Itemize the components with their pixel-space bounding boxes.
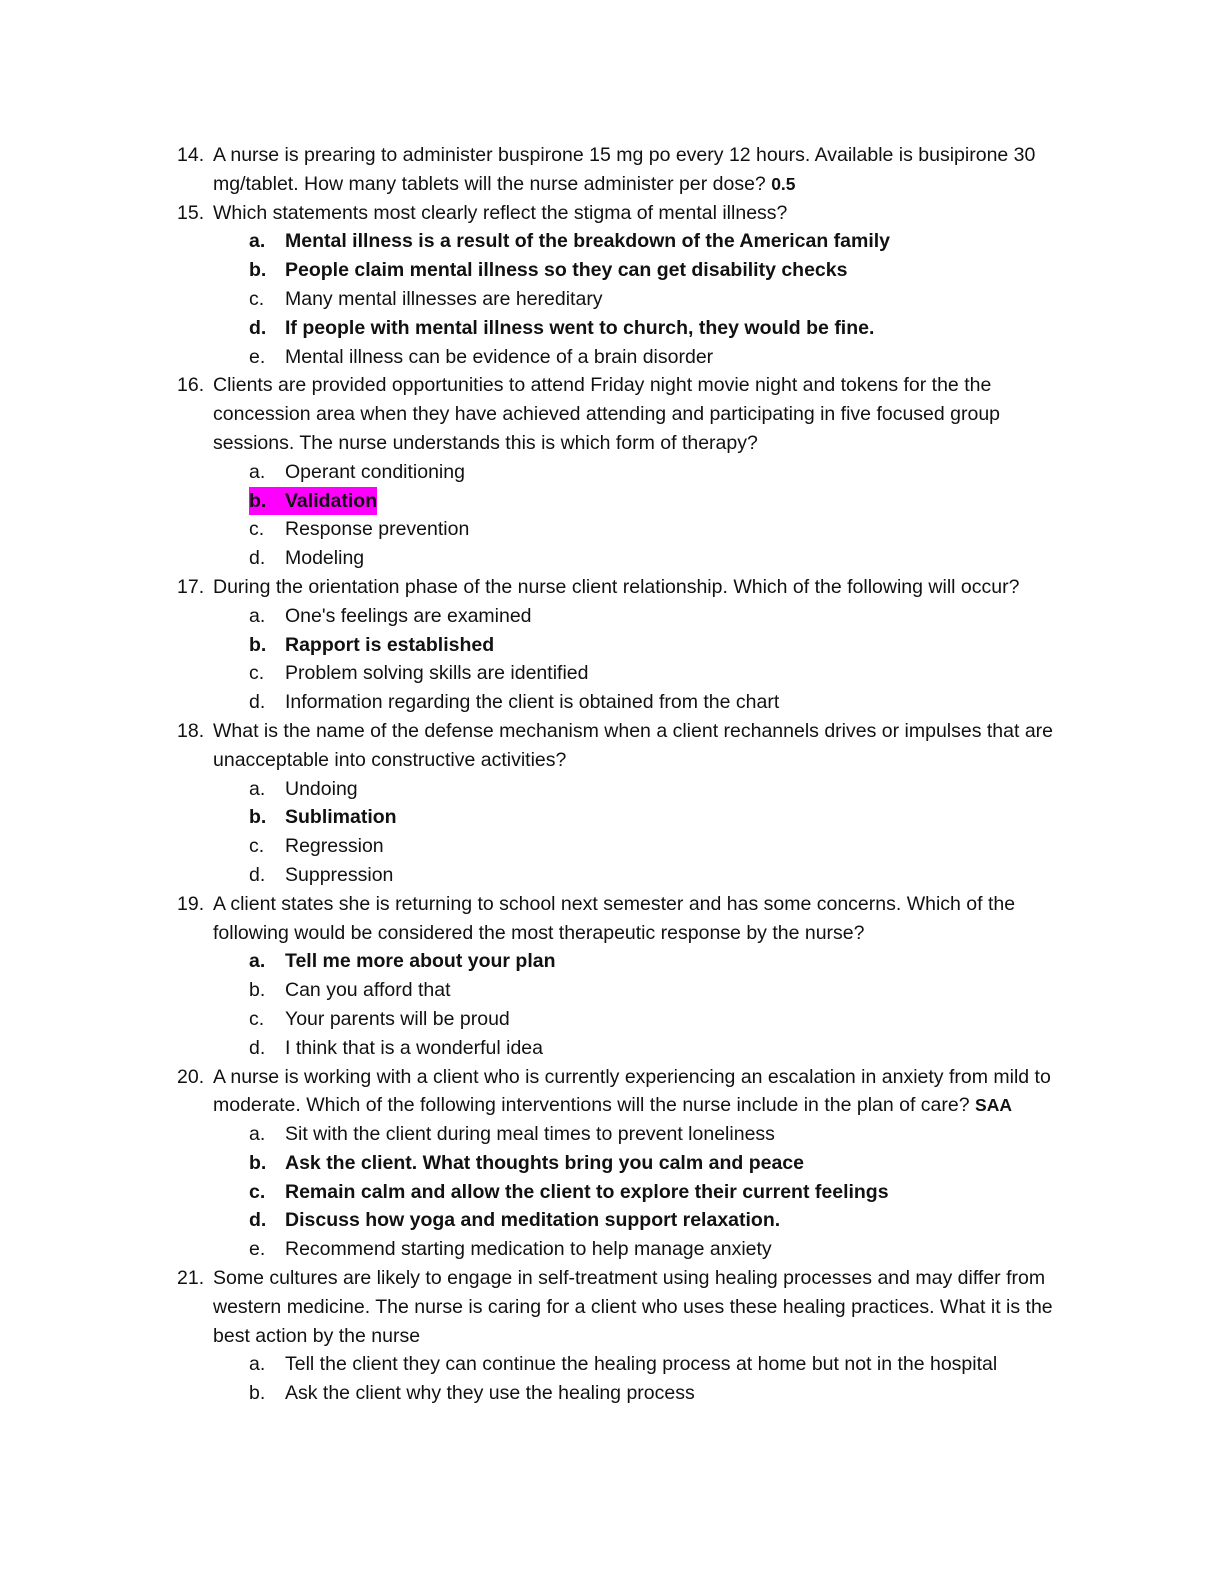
option-text: Can you afford that (285, 979, 451, 1002)
question-text: A nurse is working with a client who is currently experiencing an escalation in anxiety from mild to moderate. Which of the following interventions will the nurse include in the plan of care? (213, 1065, 1051, 1117)
option-text: Regression (285, 835, 384, 858)
answer-option (177, 1034, 1077, 1063)
question-number: 18. (177, 719, 205, 742)
question-number: 15. (177, 201, 205, 224)
answer-option (177, 285, 1077, 314)
option-text: Tell the client they can continue the healing process at home but not in the hospital (285, 1353, 998, 1376)
option-text: Tell me more about your plan (285, 950, 556, 973)
option-letter: a. (249, 777, 266, 800)
answer-option (177, 1149, 1077, 1178)
option-letter: b. (249, 979, 266, 1002)
option-text: Recommend starting medication to help manage anxiety (285, 1238, 772, 1261)
highlighted-option (249, 487, 377, 516)
option-letter: c. (249, 518, 265, 541)
question-number: 14. (177, 144, 205, 166)
option-text: Operant conditioning (285, 460, 465, 483)
question-item (177, 199, 1077, 228)
answer-option (177, 1379, 1077, 1408)
option-text: Sublimation (285, 806, 397, 829)
option-letter: b. (249, 806, 267, 829)
answer-option (177, 227, 1077, 256)
option-letter: a. (249, 604, 266, 627)
option-letter: c. (249, 835, 265, 858)
answer-option (177, 832, 1077, 861)
answer-option (177, 458, 1077, 487)
option-letter: d. (249, 316, 267, 339)
answer-option (177, 659, 1077, 688)
answer-option (177, 1235, 1077, 1264)
answer-option (177, 602, 1077, 631)
option-text: Response prevention (285, 518, 470, 541)
option-text: Mental illness can be evidence of a brain disorder (285, 345, 714, 368)
answer-option (177, 1005, 1077, 1034)
option-letter: c. (249, 662, 265, 685)
option-letter: a. (249, 230, 266, 253)
option-text: Undoing (285, 777, 358, 800)
answer-option (177, 544, 1077, 573)
option-letter: a. (249, 460, 266, 483)
option-text: Suppression (285, 863, 394, 886)
option-letter: b. (249, 489, 267, 512)
answer-option (177, 1206, 1077, 1235)
option-letter: a. (249, 1123, 266, 1146)
option-text: Sit with the client during meal times to prevent loneliness (285, 1123, 775, 1146)
option-text: I think that is a wonderful idea (285, 1036, 543, 1059)
answer-option (177, 803, 1077, 832)
option-text: Validation (285, 489, 378, 512)
option-letter: d. (249, 691, 266, 714)
option-text: Problem solving skills are identified (285, 662, 589, 685)
question-list (177, 141, 1077, 1408)
option-text: Ask the client why they use the healing process (285, 1382, 695, 1405)
answer-note: SAA (975, 1095, 1012, 1116)
question-number: 21. (177, 1267, 205, 1290)
option-letter: d. (249, 1209, 267, 1232)
question-item (177, 890, 1077, 948)
question-text: Some cultures are likely to engage in self-treatment using healing processes and may differ from western medicine. The nurse is caring for a client who uses these healing practices. What it is the best action by the nurse (213, 1267, 1053, 1347)
answer-option (177, 861, 1077, 890)
option-letter: a. (249, 950, 266, 973)
option-letter: a. (249, 1353, 266, 1376)
option-letter: c. (249, 1007, 265, 1030)
answer-option (177, 976, 1077, 1005)
option-letter: b. (249, 1151, 267, 1174)
answer-option (177, 1350, 1077, 1379)
answer-option (177, 631, 1077, 660)
answer-option (177, 487, 1077, 516)
answer-option (177, 688, 1077, 717)
question-item (177, 371, 1077, 457)
question-item (177, 1063, 1077, 1121)
option-text: Mental illness is a result of the breakdown of the American family (285, 230, 891, 253)
question-item (177, 573, 1077, 602)
option-text: If people with mental illness went to church, they would be fine. (285, 316, 875, 339)
option-text: One's feelings are examined (285, 604, 532, 627)
question-item (177, 717, 1077, 775)
option-text: People claim mental illness so they can get disability checks (285, 259, 848, 282)
question-number: 17. (177, 575, 205, 598)
option-letter: c. (249, 1180, 266, 1203)
question-text: A nurse is prearing to administer buspirone 15 mg po every 12 hours. Available is busipirone 30 mg/tablet. How many tablets will the nurse administer per dose? (213, 144, 1036, 195)
option-text: Many mental illnesses are hereditary (285, 287, 603, 310)
option-text: Ask the client. What thoughts bring you calm and peace (285, 1151, 804, 1174)
option-letter: d. (249, 863, 266, 886)
option-text: Remain calm and allow the client to explore their current feelings (285, 1180, 889, 1203)
question-text: A client states she is returning to school next semester and has some concerns. Which of the following would be considered the most therapeutic response by the nurse? (213, 892, 1016, 944)
answer-option (177, 515, 1077, 544)
question-item (177, 1264, 1077, 1350)
answer-option (177, 256, 1077, 285)
question-number: 16. (177, 374, 205, 397)
option-letter: e. (249, 1238, 266, 1261)
option-letter: b. (249, 1382, 266, 1405)
answer-option (177, 775, 1077, 804)
option-letter: c. (249, 287, 265, 310)
answer-option (177, 314, 1077, 343)
question-text: Which statements most clearly reflect the stigma of mental illness? (213, 201, 788, 224)
answer-option (177, 947, 1077, 976)
question-text: During the orientation phase of the nurse client relationship. Which of the following will occur? (213, 575, 1020, 598)
answer-option (177, 1178, 1077, 1207)
question-text: What is the name of the defense mechanism when a client rechannels drives or impulses that are unacceptable into constructive activities? (213, 719, 1054, 771)
question-number: 20. (177, 1065, 205, 1088)
question-item (177, 141, 1077, 199)
option-letter: b. (249, 633, 267, 656)
option-text: Rapport is established (285, 633, 495, 656)
option-text: Modeling (285, 547, 365, 570)
option-letter: d. (249, 547, 266, 570)
answer-option (177, 343, 1077, 372)
answer-option (177, 1120, 1077, 1149)
option-text: Information regarding the client is obtained from the chart (285, 691, 780, 714)
option-letter: e. (249, 345, 266, 368)
question-text: Clients are provided opportunities to attend Friday night movie night and tokens for the the concession area when they have achieved attending and participating in five focused group sessions. The nurse understands this is which form of therapy? (213, 374, 1001, 454)
option-letter: b. (249, 259, 267, 282)
option-text: Discuss how yoga and meditation support relaxation. (285, 1209, 781, 1232)
answer-note: 0.5 (771, 173, 796, 194)
question-number: 19. (177, 892, 205, 915)
option-text: Your parents will be proud (285, 1007, 510, 1030)
option-letter: d. (249, 1036, 266, 1059)
